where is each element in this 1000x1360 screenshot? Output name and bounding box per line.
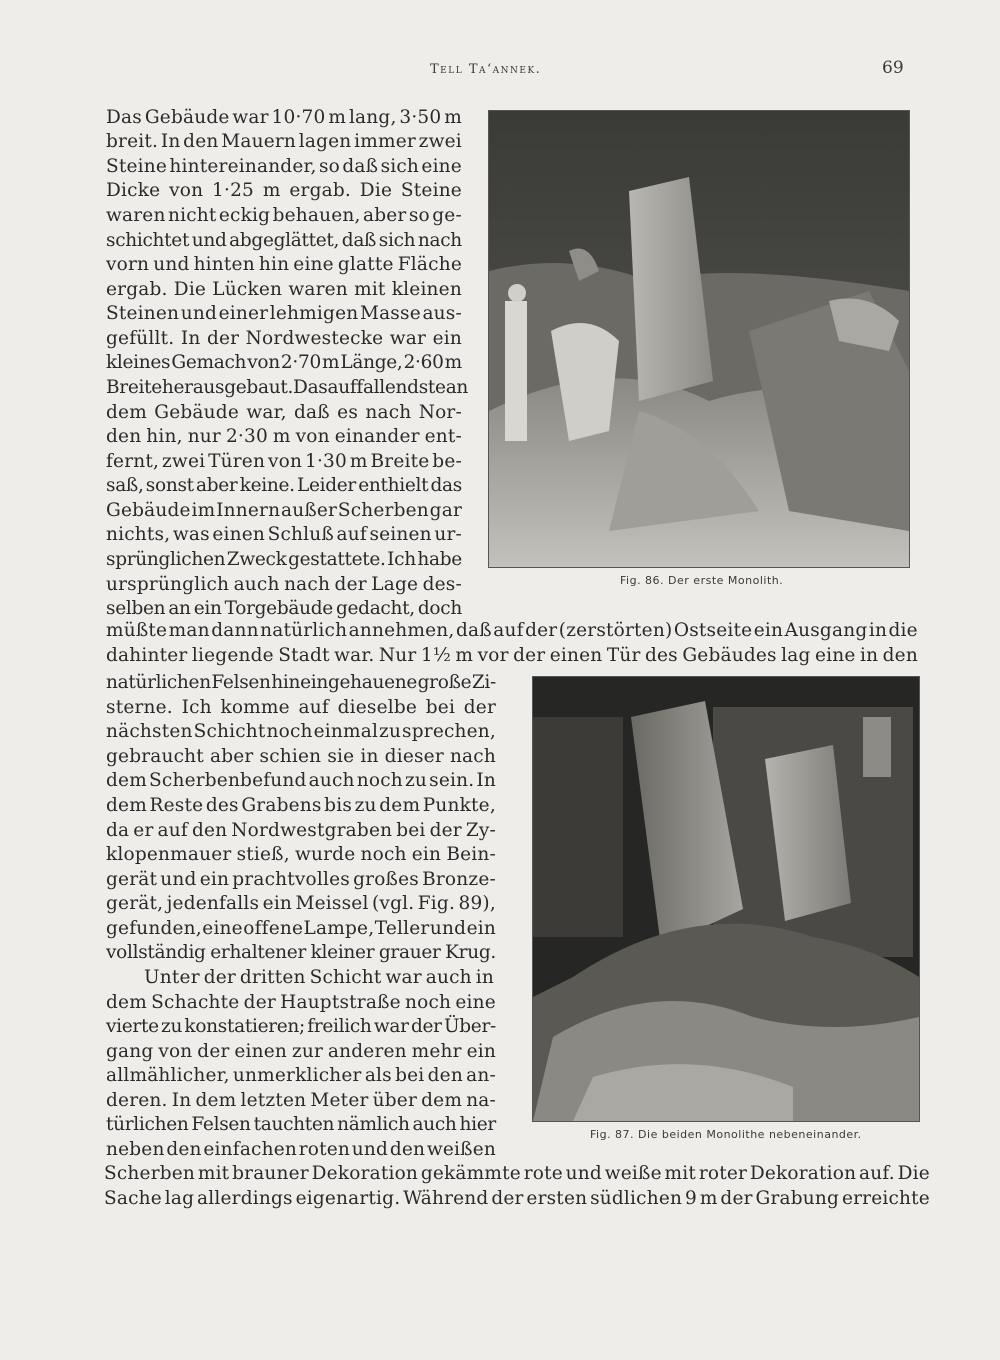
- text-line: gerät und ein prachtvolles großes Bronze-: [106, 869, 496, 890]
- text-line: türlichen Felsen tauchten nämlich auch hier: [106, 1114, 496, 1135]
- text-line: Gebäude im Innern außer Scherben gar: [106, 500, 462, 521]
- text-line: fernt, zwei Türen von 1·30 m Breite be-: [106, 451, 462, 472]
- figure-86-photo: [488, 110, 910, 568]
- text-line: Scherben mit brauner Dekoration gekämmte rote und weiße mit roter Dekoration auf. Die: [104, 1163, 930, 1184]
- text-line: gang von der einen zur anderen mehr ein: [106, 1041, 496, 1062]
- text-line: vierte zu konstatieren; freilich war der Über-: [106, 1016, 496, 1037]
- text-line: gefüllt. In der Nordwestecke war ein: [106, 328, 462, 349]
- text-line: klopenmauer stieß, wurde noch ein Bein-: [106, 844, 496, 865]
- page-number: 69: [882, 58, 904, 78]
- text-line: nächsten Schicht noch einmal zu sprechen,: [106, 721, 496, 742]
- text-line: deren. In dem letzten Meter über dem na-: [106, 1090, 496, 1111]
- monolith-photo-image: [489, 111, 909, 567]
- text-line: waren nicht eckig behauen, aber so ge-: [106, 205, 462, 226]
- figure-86-caption: Fig. 86. Der erste Monolith.: [620, 574, 784, 587]
- text-line: dem Reste des Grabens bis zu dem Punkte,: [106, 795, 496, 816]
- text-line: Dicke von 1·25 m ergab. Die Steine: [106, 180, 462, 201]
- text-line: vollständig erhaltener kleiner grauer Krug.: [106, 942, 496, 963]
- text-line: ursprünglich auch nach der Lage des-: [106, 574, 462, 595]
- text-line: Unter der dritten Schicht war auch in: [144, 967, 494, 988]
- text-line: Steinen und einer lehmigen Masse aus-: [106, 303, 462, 324]
- text-line: sterne. Ich komme auf dieselbe bei der: [106, 697, 496, 718]
- text-line: nichts, was einen Schluß auf seinen ur-: [106, 524, 462, 545]
- text-line: neben den einfachen roten und den weißen: [106, 1139, 496, 1160]
- text-line: Sache lag allerdings eigenartig. Während der ersten südlichen 9 m der Grabung erreichte: [104, 1188, 930, 1209]
- text-line: gerät, jedenfalls ein Meissel (vgl. Fig. 89),: [106, 893, 496, 914]
- text-line: sprünglichen Zweck gestattete. Ich habe: [106, 549, 462, 570]
- figure-87-photo: [532, 676, 920, 1122]
- figure-87-caption: Fig. 87. Die beiden Monolithe nebeneinander.: [590, 1128, 862, 1141]
- text-line: gebraucht aber schien sie in dieser nach: [106, 746, 496, 767]
- text-line: allmählicher, unmerklicher als bei den an-: [106, 1065, 496, 1086]
- text-line: kleines Gemach von 2·70 m Länge, 2·60 m: [106, 352, 462, 373]
- running-head: Tell Ta‘annek.: [430, 62, 542, 77]
- text-line: dahinter liegende Stadt war. Nur 1½ m vor der einen Tür des Gebäudes lag eine in den: [106, 645, 918, 666]
- text-line: ergab. Die Lücken waren mit kleinen: [106, 279, 462, 300]
- text-line: gefunden, eine offene Lampe, Teller und ein: [106, 918, 496, 939]
- text-line: müßte man dann natürlich annehmen, daß auf der (zerstörten) Ostseite ein Ausgang in die: [106, 620, 918, 641]
- text-line: schichtet und abgeglättet, daß sich nach: [106, 230, 462, 251]
- two-monoliths-photo-image: [533, 677, 919, 1121]
- text-line: vorn und hinten hin eine glatte Fläche: [106, 254, 462, 275]
- text-line: Das Gebäude war 10·70 m lang, 3·50 m: [106, 107, 462, 128]
- text-line: Breite herausgebaut. Das auffallendste an: [106, 377, 469, 398]
- text-line: da er auf den Nordwestgraben bei der Zy-: [106, 820, 496, 841]
- text-line: Steine hintereinander, so daß sich eine: [106, 156, 462, 177]
- text-line: breit. In den Mauern lagen immer zwei: [106, 131, 462, 152]
- text-line: dem Schachte der Hauptstraße noch eine: [106, 992, 496, 1013]
- text-line: selben an ein Torgebäude gedacht, doch: [106, 598, 462, 619]
- text-line: saß, sonst aber keine. Leider enthielt das: [106, 475, 462, 496]
- text-line: natürlichen Felsen hineingehauene große Zi-: [106, 672, 496, 693]
- text-line: dem Scherbenbefund auch noch zu sein. In: [106, 770, 496, 791]
- text-line: den hin, nur 2·30 m von einander ent-: [106, 426, 462, 447]
- text-line: dem Gebäude war, daß es nach Nor-: [106, 402, 462, 423]
